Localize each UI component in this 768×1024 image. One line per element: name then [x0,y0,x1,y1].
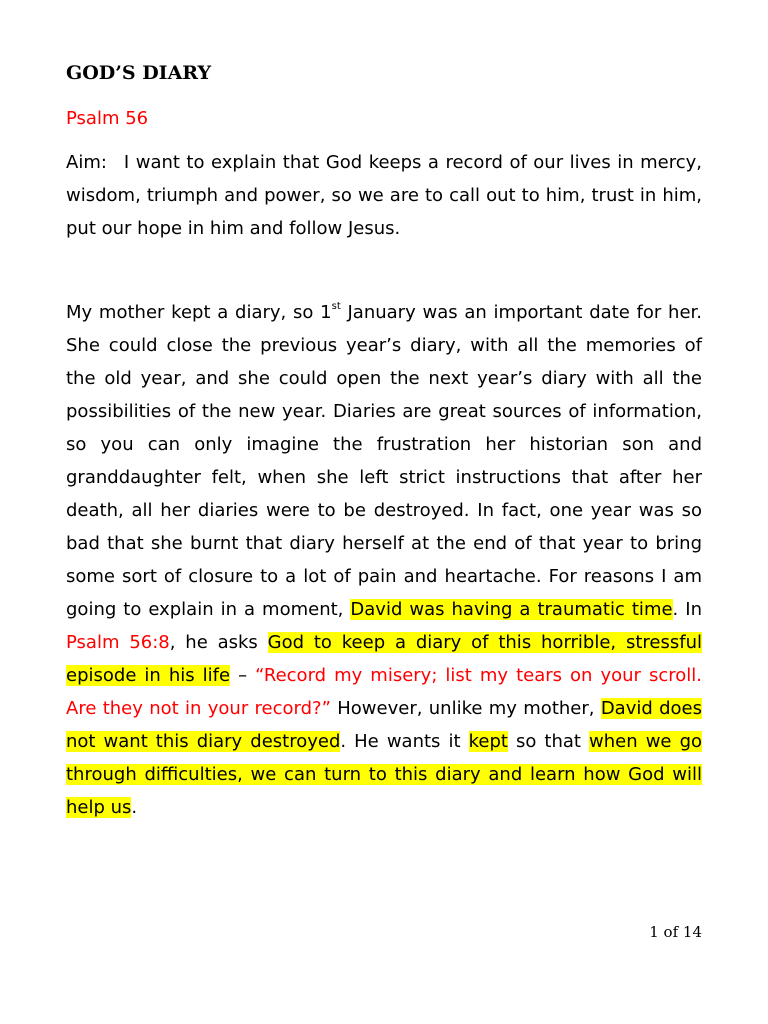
inline-scripture-reference: Psalm 56:8 [66,632,170,653]
body-text: . [131,797,138,818]
scripture-reference: Psalm 56 [66,108,149,129]
body-text: , he asks [169,632,268,653]
highlighted-text: kept [468,731,508,752]
highlighted-text: when we go through difficulties, we can turn to this diary and learn how God will help us [66,731,703,818]
body-text: However, unlike my mother, [330,698,601,719]
aim-text: I want to explain that God keeps a record of our lives in mercy, wisdom, triumph and power, so we are to call out to him, trust in him, put our hope in him and follow Jesus. [66,152,702,239]
highlighted-text: David does not want this diary destroyed [66,698,702,752]
body-text: . He wants it [340,731,469,752]
body-text: . In [672,599,702,620]
highlighted-text: David was having a traumatic time [350,599,673,620]
aim-paragraph [66,146,702,245]
highlighted-text: God to keep a diary of this horrible, stressful episode in his life [66,632,702,686]
page-number: 1 of 14 [649,923,702,941]
body-text: – [230,665,256,686]
body-text: so that [507,731,590,752]
body-text: My mother kept a diary, so 1 [66,302,332,323]
body-paragraph [66,296,702,824]
document-title: GOD’S DIARY [66,62,212,84]
scripture-quote: “Record my misery; list my tears on your scroll. Are they not in your record?” [66,665,702,719]
body-text: January was an important date for her. She could close the previous year’s diary, with all the memories of the old year, and she could open the next year’s diary with all the possibilities of the new year. Diaries are great sources of information, so you can only imagine the frustration her historian son and granddaughter felt, when she left strict instructions that after her death, all her diaries were to be destroyed. In fact, one year was so bad that she burnt that diary herself at the end of that year to bring some sort of closure to a lot of pain and heartache. For reasons I am going to explain in a moment, [66,302,703,620]
aim-label: Aim: [66,152,107,173]
ordinal-superscript: st [331,301,341,312]
